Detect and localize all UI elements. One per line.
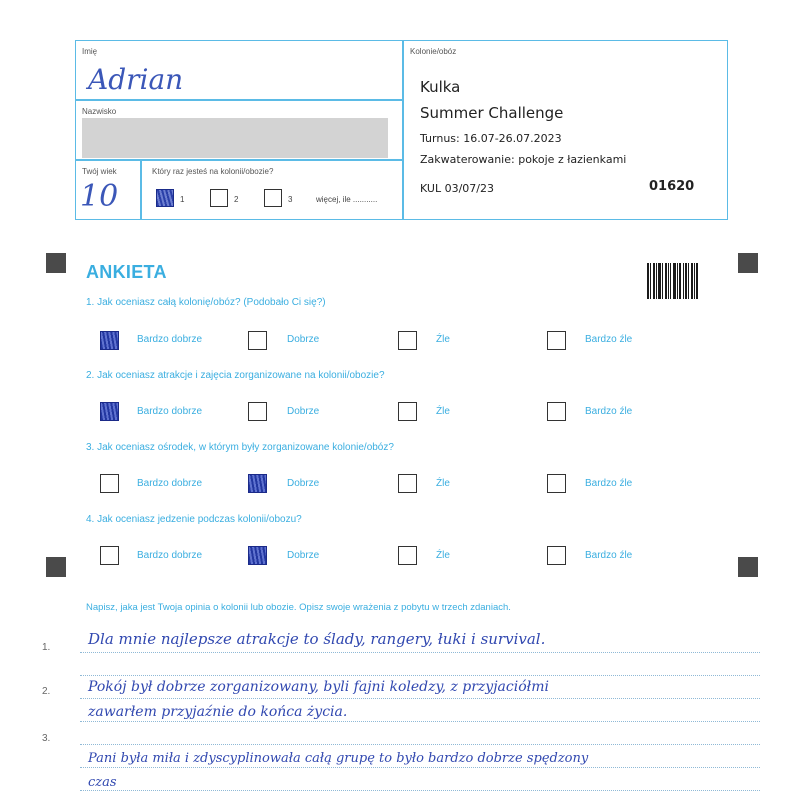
q1-checkbox-bad[interactable] <box>398 331 417 350</box>
first-name-label: Imię <box>82 47 98 56</box>
answer-sentence-2b[interactable]: zawarłem przyjaźnie do końca życia. <box>88 704 348 720</box>
answer-line <box>80 675 760 676</box>
q2-checkbox-bad[interactable] <box>398 402 417 421</box>
q1-label-very-bad: Bardzo źle <box>585 334 633 345</box>
times-label: Który raz jesteś na kolonii/obozie? <box>152 167 274 176</box>
q3-label-bad: Źle <box>436 478 450 489</box>
q2-checkbox-very-good[interactable] <box>100 402 119 421</box>
times-checkbox-2[interactable] <box>210 189 228 207</box>
q1-label-very-good: Bardzo dobrze <box>137 334 203 345</box>
q4-label-good: Dobrze <box>287 550 320 561</box>
line-number-3: 3. <box>42 733 51 744</box>
accommodation-text: Zakwaterowanie: pokoje z łazienkami <box>420 153 627 166</box>
alignment-marker-bottom-right <box>738 557 758 577</box>
answer-sentence-1[interactable]: Dla mnie najlepsze atrakcje to ślady, rangery, łuki i survival. <box>88 630 546 648</box>
header-line <box>76 99 402 101</box>
q1-checkbox-very-bad[interactable] <box>547 331 566 350</box>
q4-checkbox-very-good[interactable] <box>100 546 119 565</box>
q3-label-good: Dobrze <box>287 478 320 489</box>
q3-label-very-bad: Bardzo źle <box>585 478 633 489</box>
barcode <box>647 263 701 299</box>
times-checkbox-1[interactable] <box>156 189 174 207</box>
header-form <box>75 40 728 220</box>
camp-label: Kolonie/obóz <box>410 47 457 56</box>
times-option-1: 1 <box>180 195 185 204</box>
answer-line <box>80 744 760 745</box>
alignment-marker-top-right <box>738 253 758 273</box>
answer-line <box>80 721 760 722</box>
q3-checkbox-good[interactable] <box>248 474 267 493</box>
question-4: 4. Jak oceniasz jedzenie podczas kolonii/obozu? <box>86 514 302 525</box>
q4-label-very-good: Bardzo dobrze <box>137 550 203 561</box>
answer-sentence-2a[interactable]: Pokój był dobrze zorganizowany, byli fajni koledzy, z przyjaciółmi <box>88 679 549 695</box>
camp-name: Kulka <box>420 78 461 96</box>
q4-checkbox-bad[interactable] <box>398 546 417 565</box>
answer-line <box>80 790 760 791</box>
q3-label-very-good: Bardzo dobrze <box>137 478 203 489</box>
line-number-2: 2. <box>42 686 51 697</box>
last-name-redacted <box>82 118 388 158</box>
turnus-text: Turnus: 16.07-26.07.2023 <box>420 132 562 145</box>
header-divider <box>402 41 404 219</box>
q3-checkbox-very-bad[interactable] <box>547 474 566 493</box>
q2-label-bad: Źle <box>436 406 450 417</box>
q1-checkbox-very-good[interactable] <box>100 331 119 350</box>
times-checkbox-3[interactable] <box>264 189 282 207</box>
question-3: 3. Jak oceniasz ośrodek, w którym były zorganizowane kolonie/obóz? <box>86 442 394 453</box>
answer-line <box>80 652 760 653</box>
times-more-label: więcej, ile ........... <box>316 195 378 204</box>
answer-sentence-3a[interactable]: Pani była miła i zdyscyplinowała całą grupę to było bardzo dobrze spędzony <box>88 751 589 766</box>
q2-checkbox-good[interactable] <box>248 402 267 421</box>
q4-checkbox-very-bad[interactable] <box>547 546 566 565</box>
question-1: 1. Jak oceniasz całą kolonię/obóz? (Podobało Ci się?) <box>86 297 326 308</box>
alignment-marker-bottom-left <box>46 557 66 577</box>
last-name-label: Nazwisko <box>82 107 117 116</box>
age-divider <box>140 159 142 219</box>
opinion-instruction: Napisz, jaka jest Twoja opinia o kolonii lub obozie. Opisz swoje wrażenia z pobytu w trzech zdaniach. <box>86 602 511 613</box>
q2-label-very-good: Bardzo dobrze <box>137 406 203 417</box>
q4-label-very-bad: Bardzo źle <box>585 550 633 561</box>
q4-checkbox-good[interactable] <box>248 546 267 565</box>
survey-title: ANKIETA <box>86 262 167 282</box>
answer-line <box>80 698 760 699</box>
line-number-1: 1. <box>42 642 51 653</box>
header-line <box>76 159 402 161</box>
form-number: 01620 <box>649 179 695 194</box>
alignment-marker-top-left <box>46 253 66 273</box>
q1-label-bad: Źle <box>436 334 450 345</box>
q2-label-very-bad: Bardzo źle <box>585 406 633 417</box>
q1-checkbox-good[interactable] <box>248 331 267 350</box>
answer-line <box>80 767 760 768</box>
times-option-2: 2 <box>234 195 239 204</box>
answer-sentence-3b[interactable]: czas <box>88 775 117 790</box>
q3-checkbox-bad[interactable] <box>398 474 417 493</box>
q2-checkbox-very-bad[interactable] <box>547 402 566 421</box>
q4-label-bad: Źle <box>436 550 450 561</box>
camp-code: KUL 03/07/23 <box>420 182 494 195</box>
camp-program: Summer Challenge <box>420 104 564 122</box>
age-value[interactable]: 10 <box>80 179 119 214</box>
q3-checkbox-very-good[interactable] <box>100 474 119 493</box>
question-2: 2. Jak oceniasz atrakcje i zajęcia zorganizowane na kolonii/obozie? <box>86 370 385 381</box>
first-name-value[interactable]: Adrian <box>88 63 184 96</box>
age-label: Twój wiek <box>82 167 117 176</box>
times-option-3: 3 <box>288 195 293 204</box>
q2-label-good: Dobrze <box>287 406 320 417</box>
q1-label-good: Dobrze <box>287 334 320 345</box>
